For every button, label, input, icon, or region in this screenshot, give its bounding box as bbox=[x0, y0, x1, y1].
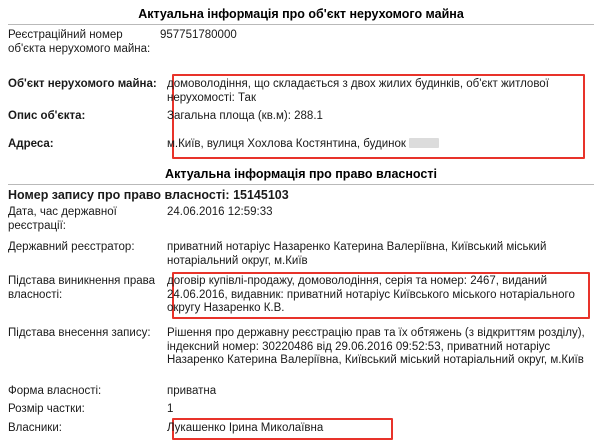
field-row-record-basis bbox=[0, 327, 602, 368]
field-row-ownership-form bbox=[0, 385, 602, 399]
record-number-label: Номер запису про право власності: bbox=[8, 188, 230, 202]
field-label: Розмір частки: bbox=[8, 403, 85, 415]
field-value: м.Київ, вулиця Хохлова Костянтина, будинок bbox=[167, 138, 406, 150]
field-value: домоволодіння, що складається з двох жилих будинків, об'єкт житлової нерухомості: Так bbox=[167, 78, 549, 104]
field-value: 1 bbox=[167, 403, 174, 415]
field-value: договір купівлі-продажу, домоволодіння, серія та номер: 2467, виданий 24.06.2016, видавник: приватний нотаріус Київського міського нотаріального округу Назаренко К.В. bbox=[167, 275, 575, 314]
field-row-registration-date bbox=[0, 206, 602, 233]
field-row-object bbox=[0, 78, 602, 105]
field-row-address bbox=[0, 138, 602, 152]
field-row-state-registrar bbox=[0, 241, 602, 268]
divider-middle bbox=[8, 184, 594, 185]
field-value: Рішення про державну реєстрацію прав та їх обтяжень (з відкриттям розділу), індексний номер: 30220486 від 29.06.2016 09:52:53, приватний нотаріус Назаренко Катерина Валеріївна, Київський міський нотаріальний округ, м.Київ bbox=[167, 327, 585, 366]
section-title-ownership-info: Актуальна інформація про право власності bbox=[165, 167, 437, 181]
field-label: Державний реєстратор: bbox=[8, 241, 135, 253]
field-value: приватний нотаріус Назаренко Катерина Валеріївна, Київський міський нотаріальний округ, м.Київ bbox=[167, 241, 547, 267]
field-row-description bbox=[0, 110, 602, 124]
field-row-owners bbox=[0, 422, 602, 436]
field-value-wrapper bbox=[160, 138, 602, 152]
field-label: Підстава виникнення права власності: bbox=[8, 275, 155, 301]
field-label: Підстава внесення запису: bbox=[8, 327, 151, 339]
field-value: приватна bbox=[167, 385, 217, 397]
divider-top bbox=[8, 24, 594, 25]
field-label: Реєстраційний номер об'єкта нерухомого майна: bbox=[8, 29, 151, 55]
field-label: Опис об'єкта: bbox=[8, 110, 86, 122]
record-number-line bbox=[8, 188, 289, 202]
field-label: Об'єкт нерухомого майна: bbox=[8, 78, 157, 90]
field-value: Загальна площа (кв.м): 288.1 bbox=[167, 110, 323, 122]
section-title-object-info: Актуальна інформація про об'єкт нерухомого майна bbox=[138, 7, 464, 21]
field-value: Лукашенко Ірина Миколаївна bbox=[167, 422, 324, 434]
field-row-ownership-basis bbox=[0, 275, 602, 316]
field-label: Власники: bbox=[8, 422, 62, 434]
field-value: 957751780000 bbox=[160, 29, 237, 41]
field-value: 24.06.2016 12:59:33 bbox=[167, 206, 273, 218]
field-label: Адреса: bbox=[8, 138, 54, 150]
redaction-block-address bbox=[409, 138, 439, 148]
field-row-registration-number bbox=[0, 29, 602, 56]
record-number-value: 15145103 bbox=[233, 188, 289, 202]
field-row-share-size bbox=[0, 403, 602, 417]
field-label: Форма власності: bbox=[8, 385, 102, 397]
field-label: Дата, час державної реєстрації: bbox=[8, 206, 117, 232]
